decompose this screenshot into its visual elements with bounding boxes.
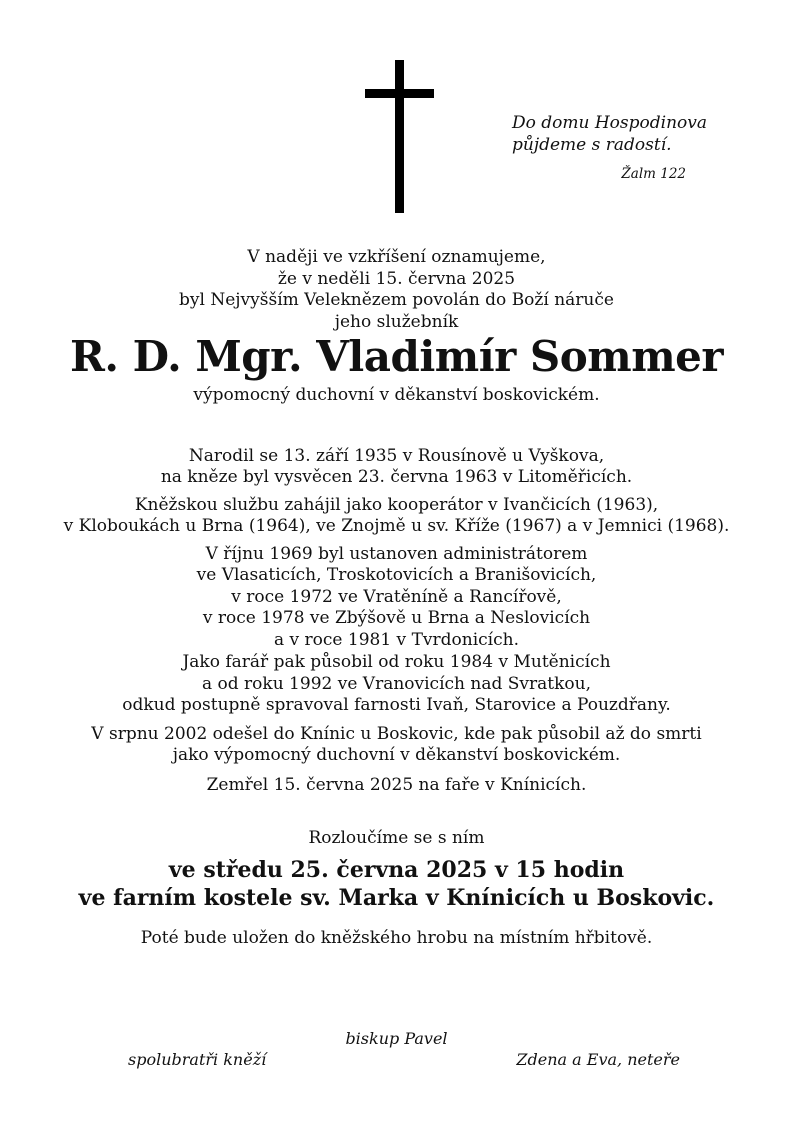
bio-line: v roce 1978 ve Zbýšově u Brna a Neslovicích (202, 608, 591, 628)
farewell-intro: Rozloučíme se s ním (308, 828, 485, 848)
bio-line: v roce 1972 ve Vratěníně a Rancířově, (231, 586, 562, 607)
farewell-datetime: ve středu 25. června 2025 v 15 hodin (168, 856, 625, 883)
mourner-nieces: Zdena a Eva, neteře (516, 1050, 680, 1069)
deceased-name: R. D. Mgr. Vladimír Sommer (70, 332, 723, 381)
cross-vertical-bar (395, 60, 404, 213)
quote-line: Do domu Hospodinova (512, 113, 708, 133)
burial-note: Poté bude uložen do kněžského hrobu na místním hřbitově. (140, 927, 653, 948)
announcement-line: byl Nejvyšším Veleknězem povolán do Boží náruče (179, 290, 614, 310)
farewell-datetime-place (0, 856, 793, 912)
farewell-place: ve farním kostele sv. Marka v Knínicích u Boskovic. (78, 884, 715, 911)
scripture-quote (512, 112, 708, 185)
bio-line: a od roku 1992 ve Vranovicích nad Svratkou, (201, 673, 591, 694)
mourner-bishop: biskup Pavel (345, 1029, 448, 1048)
bio-line: ve Vlasaticích, Troskotovicích a Branišovicích, (196, 565, 597, 585)
bio-birth-paragraph (0, 446, 793, 489)
bio-kninice-paragraph (0, 724, 793, 767)
bio-line: jako výpomocný duchovní v děkanství boskovickém. (172, 745, 621, 765)
bio-line: a v roce 1981 v Tvrdonicích. (274, 629, 519, 650)
latin-cross-icon (365, 60, 434, 213)
scripture-reference: Žalm 122 (621, 166, 686, 182)
bio-line: Kněžskou službu zahájil jako kooperátor v Ivančicích (1963), (134, 494, 659, 515)
announcement-line: že v neděli 15. června 2025 (277, 268, 516, 289)
bio-line: Jako farář pak působil od roku 1984 v Mutěnicích (182, 652, 611, 672)
announcement-line: V naději ve vzkříšení oznamujeme, (247, 247, 546, 267)
cross-horizontal-bar (365, 89, 434, 98)
bio-line: odkud postupně spravoval farnosti Ivaň, Starovice a Pouzdřany. (122, 695, 671, 715)
mourner-clergy: spolubratři kněží (128, 1050, 267, 1069)
notice-body (0, 247, 793, 949)
deceased-role: výpomocný duchovní v děkanství boskovickém. (193, 385, 600, 405)
bio-line: V říjnu 1969 byl ustanoven administrátorem (205, 543, 588, 564)
bio-line: Narodil se 13. září 1935 v Rousínově u Vyškova, (188, 445, 605, 466)
mourners-section (0, 1028, 793, 1070)
header-section (0, 0, 793, 247)
bio-line: Zemřel 15. června 2025 na faře v Knínicích. (206, 774, 587, 795)
bio-line: na kněze byl vysvěcen 23. června 1963 v Litoměřicích. (160, 467, 633, 487)
quote-line: půjdeme s radostí. (512, 135, 672, 155)
bio-ministry-start-paragraph (0, 495, 793, 538)
bio-line: v Kloboukách u Brna (1964), ve Znojmě u sv. Kříže (1967) a v Jemnici (1968). (63, 516, 730, 536)
bio-pastor-paragraph (0, 652, 793, 717)
bio-line: V srpnu 2002 odešel do Knínic u Boskovic, kde pak působil až do smrti (91, 723, 702, 744)
mourners-row (0, 1049, 793, 1070)
announcement-line: jeho služebník (334, 311, 459, 332)
bio-administrator-paragraph (0, 544, 793, 652)
bio-death-paragraph (0, 775, 793, 797)
announcement-paragraph (0, 247, 793, 333)
